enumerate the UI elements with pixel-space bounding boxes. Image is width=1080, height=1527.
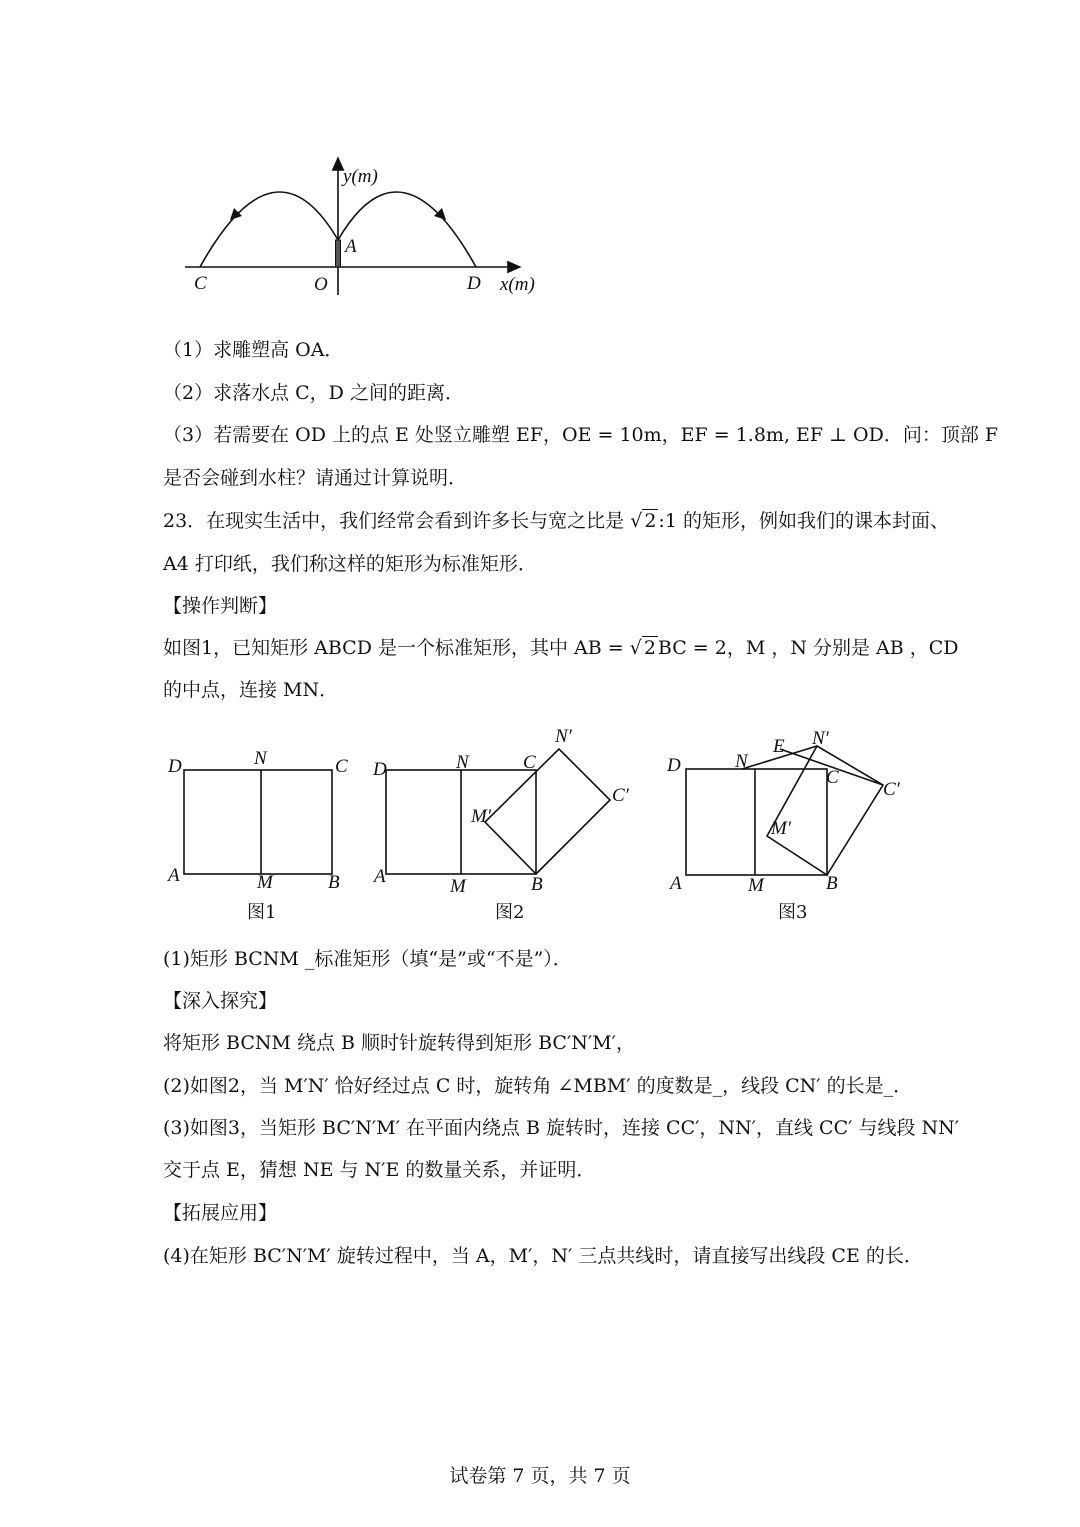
section-extend: 【拓展应用】: [163, 1202, 278, 1224]
left-arrow-icon: [230, 208, 242, 220]
fig3-n-prime: N′: [812, 728, 829, 749]
fig2-n: N: [456, 752, 469, 773]
fig1-m: M: [257, 872, 273, 893]
q23-intro-line1: 23．在现实生活中，我们经常会看到许多长与宽之比是 √ 2 :1 的矩形，例如我们的课本封面、: [163, 510, 949, 532]
water-arc-graph: [180, 150, 550, 300]
point-d-label: D: [467, 273, 481, 294]
rect-abcd: [184, 770, 332, 874]
q23-intro-line2: A4 打印纸，我们称这样的矩形为标准矩形．: [163, 553, 537, 575]
sculpture-oa: [336, 240, 341, 267]
fig3-c: C: [826, 767, 839, 788]
rect-abcd: [686, 769, 827, 875]
figure-1: [160, 740, 360, 930]
q23-part1: (1)矩形 BCNM _标准矩形（填“是”或“不是”）．: [163, 948, 572, 970]
section-explore: 【深入探究】: [163, 990, 278, 1012]
fig2-c: C: [523, 752, 536, 773]
fig3-caption: 图3: [778, 902, 808, 923]
fig1-caption: 图1: [247, 902, 277, 923]
point-o-label: O: [314, 274, 328, 295]
fig2-b: B: [531, 874, 543, 895]
fig2-n-prime: N′: [555, 726, 572, 747]
page-footer: 试卷第 7 页，共 7 页: [449, 1465, 631, 1487]
left-arc: [200, 192, 338, 267]
figure-2: [365, 720, 655, 930]
fig2-d: D: [373, 759, 387, 780]
fig2-m: M: [450, 876, 466, 897]
q23-part3-line2: 交于点 E，猜想 NE 与 N′E 的数量关系，并证明．: [163, 1159, 596, 1181]
fig3-c-prime: C′: [883, 779, 900, 800]
q23-part3-line1: (3)如图3，当矩形 BC′N′M′ 在平面内绕点 B 旋转时，连接 CC′，NN′，直线 CC′ 与线段 NN′: [163, 1117, 960, 1139]
fig1-d: D: [168, 756, 182, 777]
fig2-a: A: [374, 866, 386, 887]
q22-part1: （1）求雕塑高 OA．: [163, 339, 344, 361]
section-operate: 【操作判断】: [163, 595, 278, 617]
fig2-m-prime: M′: [471, 806, 491, 827]
fig3-a: A: [670, 873, 682, 894]
fig3-n: N: [735, 751, 748, 772]
q23-given-line1: 如图1，已知矩形 ABCD 是一个标准矩形，其中 AB = √ 2 BC = 2，M ，N 分别是 AB ，CD: [163, 637, 959, 659]
fig2-caption: 图2: [495, 902, 525, 923]
q23-part2: (2)如图2，当 M′N′ 恰好经过点 C 时，旋转角 ∠MBM′ 的度数是_，线段 CN′ 的长是_．: [163, 1075, 913, 1097]
fig2-c-prime: C′: [612, 785, 629, 806]
q22-part3-line1: （3）若需要在 OD 上的点 E 处竖立雕塑 EF，OE = 10m，EF = 1.8m, EF ⊥ OD．问：顶部 F: [163, 424, 999, 446]
fig3-d: D: [667, 755, 681, 776]
q23-given-line2: 的中点，连接 MN．: [163, 679, 339, 701]
fig1-n: N: [254, 748, 267, 769]
q22-part2: （2）求落水点 C，D 之间的距离．: [163, 382, 464, 404]
fig1-c: C: [335, 756, 348, 777]
q23-rotate: 将矩形 BCNM 绕点 B 顺时针旋转得到矩形 BC′N′M′，: [163, 1032, 635, 1054]
fig3-m-prime: M′: [771, 818, 791, 839]
q23-part4: (4)在矩形 BC′N′M′ 旋转过程中，当 A，M′，N′ 三点共线时，请直接写出线段 CE 的长．: [163, 1245, 923, 1267]
x-axis-label: x(m): [500, 274, 535, 295]
right-arrow-icon: [434, 208, 446, 220]
rect-bc'n'm': [485, 749, 610, 874]
right-arc: [338, 192, 476, 267]
point-c-label: C: [194, 273, 207, 294]
fig1-b: B: [328, 872, 340, 893]
fig3-m: M: [748, 875, 764, 896]
fig3-e: E: [773, 736, 785, 757]
q22-part3-line2: 是否会碰到水柱？请通过计算说明．: [163, 467, 468, 489]
y-axis-label: y(m): [343, 166, 378, 187]
fig3-b: B: [826, 873, 838, 894]
point-a-label: A: [345, 236, 357, 257]
figure-3: [660, 720, 920, 930]
fig1-a: A: [168, 865, 180, 886]
